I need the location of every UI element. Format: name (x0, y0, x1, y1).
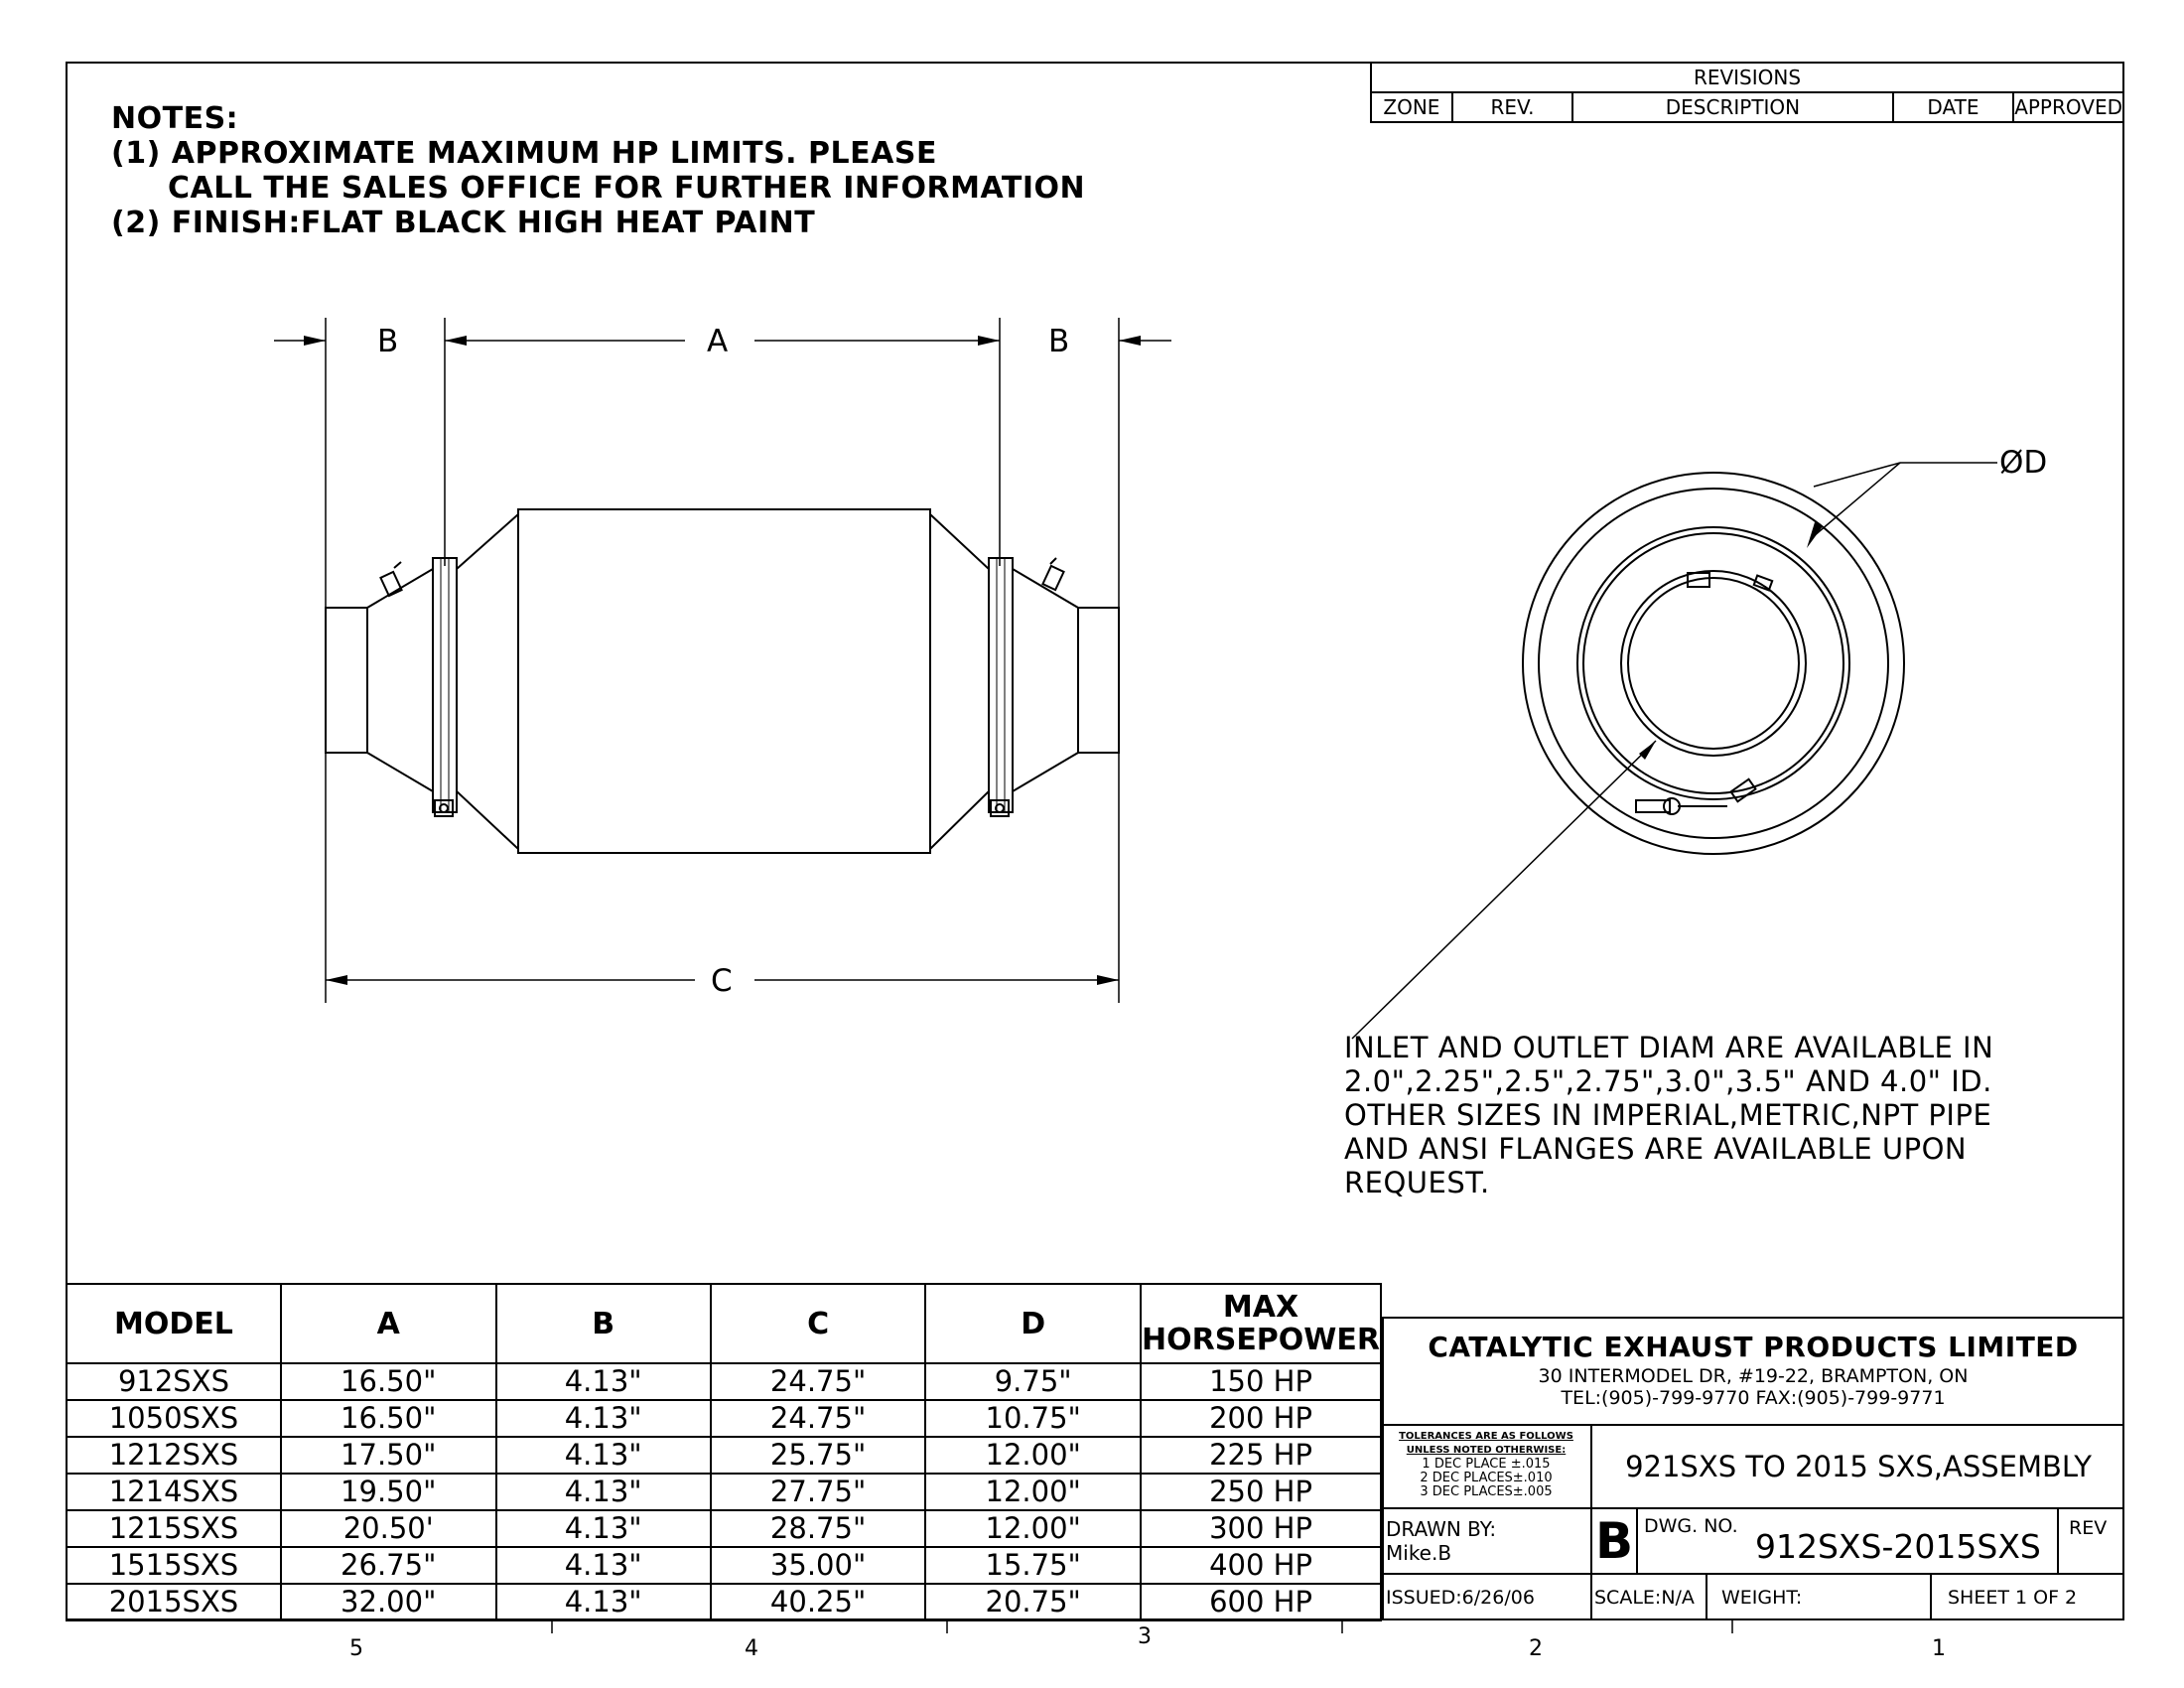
table-cell: 12.00" (925, 1474, 1141, 1510)
col-header-model: MODEL (67, 1284, 281, 1363)
note-1: (1) APPROXIMATE MAXIMUM HP LIMITS. PLEASE (111, 136, 937, 171)
table-cell: 25.75" (711, 1437, 926, 1474)
dim-b-right: B (1042, 324, 1075, 359)
table-cell: 9.75" (925, 1363, 1141, 1400)
rev-header-date: DATE (1893, 92, 2013, 122)
tolerance-title: TOLERANCES ARE AS FOLLOWS (1399, 1431, 1573, 1442)
sheet-number: SHEET 1 OF 2 (1948, 1587, 2078, 1609)
table-row (67, 1400, 1381, 1437)
col-header-b: B (496, 1284, 711, 1363)
tolerance-1: 1 DEC PLACE ±.015 (1422, 1457, 1551, 1472)
table-row (67, 1510, 1381, 1547)
table-cell: 27.75" (711, 1474, 926, 1510)
rev-label: REV (2069, 1517, 2108, 1539)
col-header-a: A (281, 1284, 496, 1363)
table-cell: 300 HP (1141, 1510, 1381, 1547)
diameter-note-line: INLET AND OUTLET DIAM ARE AVAILABLE IN (1344, 1031, 1994, 1064)
dim-b-left: B (371, 324, 404, 359)
table-cell: 250 HP (1141, 1474, 1381, 1510)
zone-label: 1 (1932, 1636, 1946, 1661)
dim-a: A (701, 324, 734, 359)
table-cell: 1212SXS (67, 1437, 281, 1474)
table-cell: 20.75" (925, 1584, 1141, 1620)
table-cell: 4.13" (496, 1510, 711, 1547)
issued-cell (1382, 1575, 1592, 1620)
note-1-cont: CALL THE SALES OFFICE FOR FURTHER INFORMATION (168, 171, 1086, 206)
diameter-note-line: REQUEST. (1344, 1166, 1490, 1199)
table-cell: 4.13" (496, 1547, 711, 1584)
rev-cell (2059, 1509, 2124, 1575)
table-cell: 10.75" (925, 1400, 1141, 1437)
table-cell: 1215SXS (67, 1510, 281, 1547)
table-cell: 32.00" (281, 1584, 496, 1620)
col-header-c: C (711, 1284, 926, 1363)
weight-cell (1707, 1575, 1932, 1620)
table-cell: 26.75" (281, 1547, 496, 1584)
diameter-note (1344, 1031, 1993, 1199)
table-cell: 16.50" (281, 1363, 496, 1400)
table-cell: 20.50' (281, 1510, 496, 1547)
table-cell: 4.13" (496, 1584, 711, 1620)
col-header-d: D (925, 1284, 1141, 1363)
col-header-max-hp-line2: HORSEPOWER (1142, 1323, 1380, 1357)
table-cell: 150 HP (1141, 1363, 1381, 1400)
table-cell: 17.50" (281, 1437, 496, 1474)
table-row (67, 1437, 1381, 1474)
dwg-no: 912SXS-2015SXS (1755, 1527, 2041, 1566)
rev-header-zone: ZONE (1371, 92, 1452, 122)
dim-c: C (705, 963, 739, 999)
table-cell: 912SXS (67, 1363, 281, 1400)
drawn-by-name: Mike.B (1386, 1541, 1452, 1565)
diameter-note-line: OTHER SIZES IN IMPERIAL,METRIC,NPT PIPE (1344, 1098, 1992, 1132)
table-cell: 600 HP (1141, 1584, 1381, 1620)
table-cell: 16.50" (281, 1400, 496, 1437)
table-cell: 1050SXS (67, 1400, 281, 1437)
table-cell: 400 HP (1141, 1547, 1381, 1584)
company-name: CATALYTIC EXHAUST PRODUCTS LIMITED (1428, 1331, 2079, 1363)
diameter-note-line: AND ANSI FLANGES ARE AVAILABLE UPON (1344, 1132, 1968, 1166)
table-cell: 35.00" (711, 1547, 926, 1584)
drawn-by-label: DRAWN BY: (1386, 1517, 1497, 1541)
table-row (67, 1547, 1381, 1584)
col-header-max-hp (1141, 1284, 1381, 1363)
diameter-note-line: 2.0",2.25",2.5",2.75",3.0",3.5" AND 4.0" ID. (1344, 1064, 1992, 1098)
table-row (67, 1363, 1381, 1400)
col-header-max-hp-line1: MAX (1222, 1290, 1299, 1325)
size-cell (1592, 1509, 1638, 1575)
table-row (67, 1584, 1381, 1620)
issued-date: ISSUED:6/26/06 (1386, 1587, 1535, 1609)
drawing-title: 921SXS TO 2015 SXS,ASSEMBLY (1625, 1450, 2092, 1483)
table-cell: 1515SXS (67, 1547, 281, 1584)
table-cell: 19.50" (281, 1474, 496, 1510)
drawing-title-cell (1592, 1426, 2124, 1509)
dim-d: ØD (1999, 445, 2048, 481)
table-cell: 28.75" (711, 1510, 926, 1547)
zone-label: 3 (1138, 1624, 1152, 1649)
table-cell: 40.25" (711, 1584, 926, 1620)
table-cell: 200 HP (1141, 1400, 1381, 1437)
table-cell: 24.75" (711, 1363, 926, 1400)
weight: WEIGHT: (1721, 1587, 1803, 1609)
revisions-title: REVISIONS (1371, 63, 2123, 92)
drawn-by-cell (1382, 1509, 1592, 1575)
company-phone: TEL:(905)-799-9770 FAX:(905)-799-9771 (1561, 1387, 1946, 1409)
table-cell: 1214SXS (67, 1474, 281, 1510)
dwg-no-label: DWG. NO. (1644, 1515, 1738, 1537)
table-cell: 15.75" (925, 1547, 1141, 1584)
rev-header-approved: APPROVED (2013, 92, 2123, 122)
table-cell: 4.13" (496, 1437, 711, 1474)
scale-cell (1592, 1575, 1707, 1620)
table-cell: 12.00" (925, 1510, 1141, 1547)
table-cell: 2015SXS (67, 1584, 281, 1620)
sheet-cell (1932, 1575, 2124, 1620)
zone-label: 4 (745, 1636, 758, 1661)
table-cell: 4.13" (496, 1474, 711, 1510)
tolerance-2: 2 DEC PLACES±.010 (1420, 1471, 1553, 1485)
tolerance-3: 3 DEC PLACES±.005 (1420, 1484, 1553, 1499)
table-cell: 225 HP (1141, 1437, 1381, 1474)
notes-heading: NOTES: (111, 101, 239, 136)
rev-header-description: DESCRIPTION (1572, 92, 1893, 122)
sheet-size: B (1594, 1512, 1634, 1570)
note-2: (2) FINISH:FLAT BLACK HIGH HEAT PAINT (111, 206, 816, 240)
rev-header-rev: REV. (1452, 92, 1572, 122)
table-cell: 4.13" (496, 1363, 711, 1400)
table-row (67, 1474, 1381, 1510)
company-address: 30 INTERMODEL DR, #19-22, BRAMPTON, ON (1538, 1365, 1969, 1387)
zone-label: 5 (349, 1636, 363, 1661)
table-cell: 24.75" (711, 1400, 926, 1437)
tolerance-sub: UNLESS NOTED OTHERWISE: (1406, 1445, 1567, 1456)
table-cell: 12.00" (925, 1437, 1141, 1474)
tolerance-block (1382, 1426, 1592, 1509)
scale: SCALE:N/A (1594, 1587, 1695, 1609)
table-cell: 4.13" (496, 1400, 711, 1437)
dwg-no-cell (1638, 1509, 2059, 1575)
company-block (1382, 1317, 2124, 1426)
model-spec-table (66, 1283, 1382, 1621)
zone-label: 2 (1529, 1636, 1543, 1661)
